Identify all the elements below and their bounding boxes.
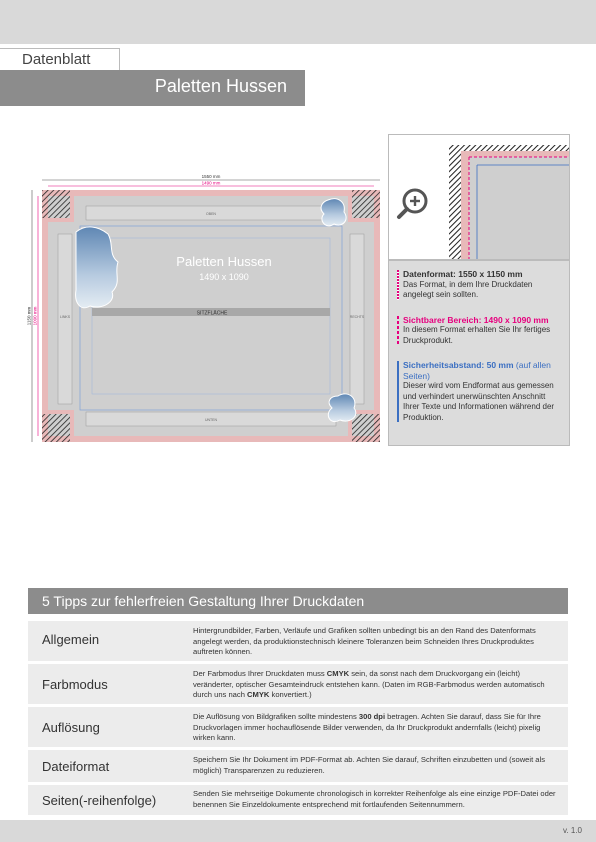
tips-header [28, 588, 568, 614]
template-drawing-svg [28, 170, 388, 450]
tip-text: Der Farbmodus Ihrer Druckdaten muss CMYK sein, da sonst nach dem Druckvorgang ein (leicht) veränderter, optischer Gesamteindruck entstehen kann. (Daten im RGB-Farbmodus werden automatisch durch uns nach CMYK konvertiert.) [193, 669, 545, 699]
zoom-detail-box [388, 134, 570, 260]
width-visible-label: 1490 mm [201, 180, 221, 186]
footer-bar [0, 820, 596, 842]
zoom-detail-svg [389, 135, 569, 259]
height-outer-label: 1150 mm [26, 306, 32, 326]
title-bar [0, 70, 305, 106]
width-outer-label: 1550 mm [201, 174, 221, 179]
tip-label: Allgemein [42, 632, 100, 647]
tips-title: 5 Tipps zur fehlerfreien Gestaltung Ihrer Druckdaten [42, 593, 365, 609]
top-header-bar [0, 0, 596, 44]
flap-label-top: OBEN [206, 212, 216, 216]
tip-row [28, 750, 568, 782]
info-head: Sichtbarer Bereich: 1490 x 1090 mm [403, 314, 549, 325]
tip-text: Hintergrundbilder, Farben, Verläufe und Grafiken sollten unbedingt bis an den Rand des Datenformats angelegt werden, da produktionstechnisch kleinere Toleranzen beim Schneiden Ihres Druckproduktes auftreten können. [193, 626, 536, 656]
seat-label: SITZFLÄCHE [196, 310, 228, 317]
tip-text: Senden Sie mehrseitige Dokumente chronologisch in korrekter Reihenfolge als eine einzige PDF-Datei oder benennen Sie Einzeldokumente entsprechend mit fortlaufenden Seitennummern. [193, 789, 556, 809]
tip-row [28, 664, 568, 704]
info-item-format [397, 269, 563, 301]
corner-cutout-top-left [42, 190, 72, 220]
tip-row [28, 621, 568, 661]
info-item-safety [397, 360, 563, 423]
info-head: Datenformat: 1550 x 1150 mm [403, 269, 523, 279]
flap-left [58, 234, 72, 404]
tip-row [28, 707, 568, 747]
format-info-panel [388, 260, 570, 446]
page-title: Paletten Hussen [154, 76, 287, 96]
corner-cutout-top-right [350, 190, 380, 220]
product-size-text: 1490 x 1090 [199, 272, 249, 282]
tip-label: Auflösung [42, 720, 100, 735]
flap-right [350, 234, 364, 404]
height-visible-label: 1090 mm [32, 306, 38, 326]
info-text: Das Format, in dem Ihre Druckdaten angelegt sein sollten. [403, 279, 533, 299]
visible-marker [397, 316, 399, 346]
tip-text: Speichern Sie Ihr Dokument im PDF-Format ab. Achten Sie darauf, Schriften einzubetten und (soweit als möglich) Transparenzen zu reduzieren. [193, 755, 546, 775]
tip-label: Dateiformat [42, 759, 110, 774]
product-name-text: Paletten Hussen [176, 254, 272, 269]
tip-label: Seiten(-reihenfolge) [42, 793, 157, 808]
sky-photo-fragment [321, 199, 346, 226]
flap-label-bottom: UNTEN [204, 418, 218, 422]
sky-photo-fragment [328, 394, 356, 422]
format-marker [397, 270, 399, 300]
template-drawing [28, 170, 388, 450]
corner-cutout-bottom-left [42, 412, 72, 442]
flap-label-right: RECHTS [349, 315, 365, 319]
info-text: Dieser wird vom Endformat aus gemessen und verhindert unerwünschten Anschnitt Ihrer Texte und Informationen während der Produktion. [403, 381, 555, 422]
datasheet-tag: Datenblatt [0, 48, 120, 70]
flap-label-left: LINKS [59, 315, 71, 319]
info-text: In diesem Format erhalten Sie Ihr fertiges Druckprodukt. [403, 325, 551, 345]
tip-row [28, 785, 568, 815]
info-head: Sicherheitsabstand: 50 mm (auf allen Seiten) [403, 360, 551, 381]
info-item-visible [397, 315, 563, 347]
safety-marker [397, 361, 399, 422]
tip-label: Farbmodus [42, 677, 108, 692]
tip-text: Die Auflösung von Bildgrafiken sollte mindestens 300 dpi betragen. Achten Sie darauf, dass Sie für Ihre Druckvorlagen immer hochauflösende Bilder verwenden, da Ihr Druckprodukt andernfalls (leicht) pixelig wirken kann. [193, 712, 541, 742]
version-label: v. 1.0 [563, 826, 582, 835]
